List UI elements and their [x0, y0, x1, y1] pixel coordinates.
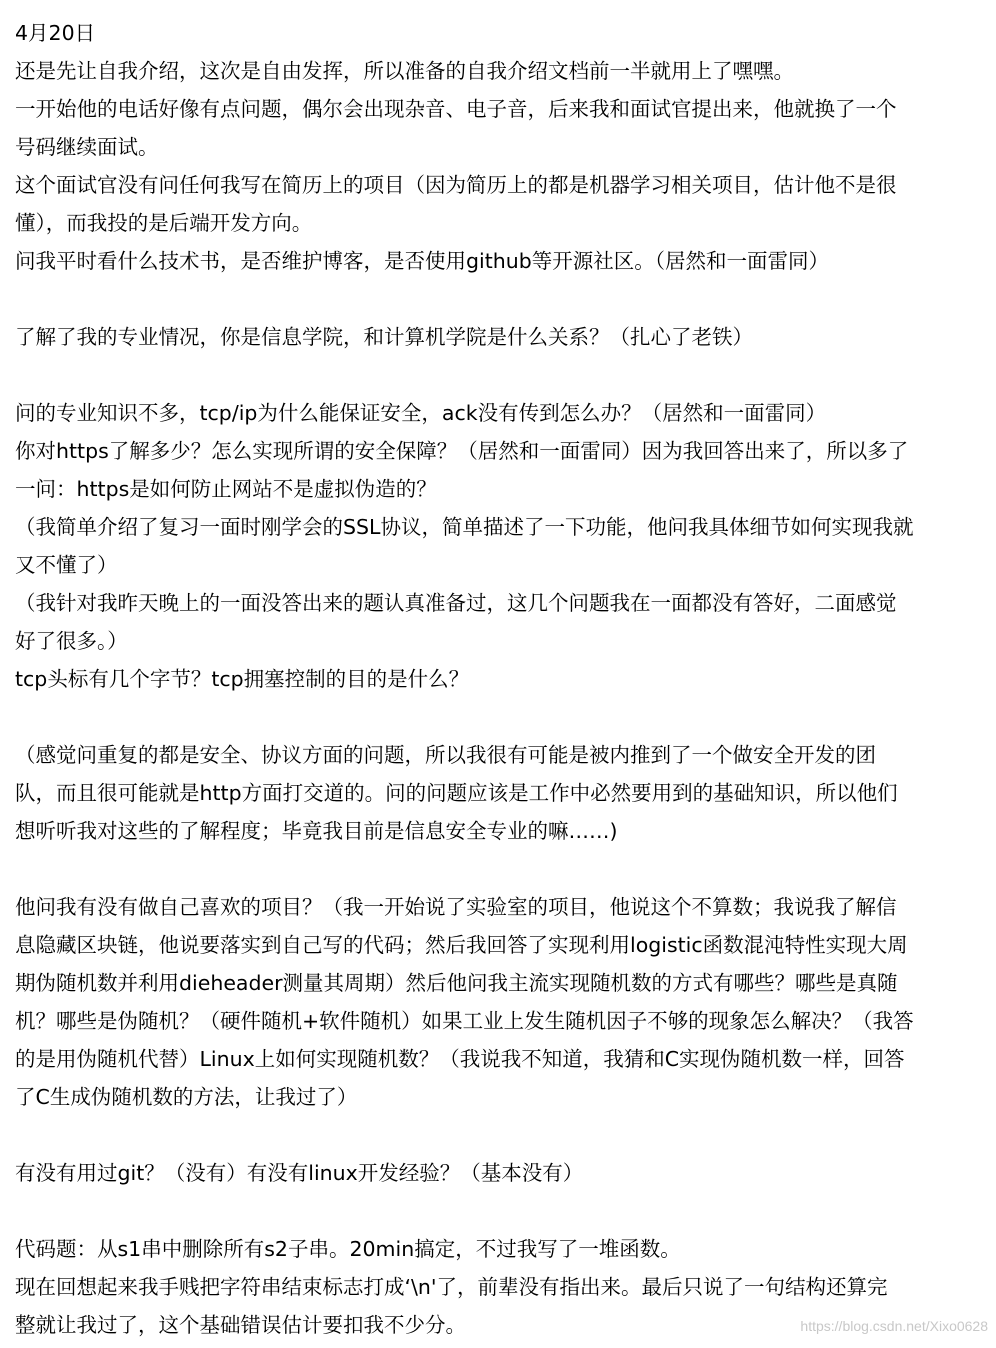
paragraph-spacer	[15, 850, 981, 888]
paragraph-resume-line-1: 这个面试官没有问任何我写在简历上的项目（因为简历上的都是机器学习相关项目，估计他不是很	[15, 173, 897, 197]
article-body	[15, 14, 981, 1344]
paragraph-ssl-line-1: （我简单介绍了复习一面时刚学会的SSL协议，简单描述了一下功能，他问我具体细节如何实现我就	[15, 515, 914, 539]
paragraph-tcp-header: tcp头标有几个字节？tcp拥塞控制的目的是什么？	[15, 667, 470, 691]
csdn-watermark: https://blog.csdn.net/Xixo0628	[800, 1318, 988, 1334]
paragraph-feeling-line-1: （感觉问重复的都是安全、协议方面的问题，所以我很有可能是被内推到了一个做安全开发的团	[15, 743, 876, 767]
article-date: 4月20日	[15, 21, 96, 45]
paragraph-major: 了解了我的专业情况，你是信息学院，和计算机学院是什么关系？（扎心了老铁）	[15, 325, 753, 349]
paragraph-preparation-line-2: 好了很多。）	[15, 629, 128, 653]
paragraph-spacer	[15, 698, 981, 736]
paragraph-feeling-line-3: 想听听我对这些的了解程度；毕竟我目前是信息安全专业的嘛……)	[15, 819, 618, 843]
paragraph-https-line-2: 一问：https是如何防止网站不是虚拟伪造的？	[15, 477, 437, 501]
paragraph-reflection-line-2: 整就让我过了，这个基础错误估计要扣我不少分。	[15, 1313, 466, 1337]
paragraph-project-line-1: 他问我有没有做自己喜欢的项目？（我一开始说了实验室的项目，他说这个不算数；我说我了解信	[15, 895, 897, 919]
paragraph-tcp-ip: 问的专业知识不多，tcp/ip为什么能保证安全，ack没有传到怎么办？（居然和一面雷同）	[15, 401, 827, 425]
paragraph-self-intro: 还是先让自我介绍，这次是自由发挥，所以准备的自我介绍文档前一半就用上了嘿嘿。	[15, 59, 794, 83]
paragraph-project-line-6: 了C生成伪随机数的方法，让我过了）	[15, 1085, 358, 1109]
paragraph-spacer	[15, 356, 981, 394]
paragraph-project-line-5: 的是用伪随机代替）Linux上如何实现随机数？（我说我不知道，我猜和C实现伪随机数一样，回答	[15, 1047, 905, 1071]
paragraph-books-blog: 问我平时看什么技术书，是否维护博客，是否使用github等开源社区。（居然和一面雷同）	[15, 249, 829, 273]
paragraph-project-line-4: 机？哪些是伪随机？（硬件随机+软件随机）如果工业上发生随机因子不够的现象怎么解决？（我答	[15, 1009, 914, 1033]
paragraph-phone-issue-line-2: 号码继续面试。	[15, 135, 159, 159]
paragraph-https-line-1: 你对https了解多少？怎么实现所谓的安全保障？（居然和一面雷同）因为我回答出来了，所以多了	[15, 439, 909, 463]
paragraph-feeling-line-2: 队，而且很可能就是http方面打交道的。问的问题应该是工作中必然要用到的基础知识，所以他们	[15, 781, 898, 805]
paragraph-coding-question: 代码题：从s1串中删除所有s2子串。20min搞定，不过我写了一堆函数。	[15, 1237, 681, 1261]
paragraph-project-line-3: 期伪随机数并利用dieheader测量其周期）然后他问我主流实现随机数的方式有哪些？哪些是真随	[15, 971, 898, 995]
paragraph-reflection-line-1: 现在回想起来我手贱把字符串结束标志打成‘\n'了，前辈没有指出来。最后只说了一句结构还算完	[15, 1275, 888, 1299]
paragraph-phone-issue-line-1: 一开始他的电话好像有点问题，偶尔会出现杂音、电子音，后来我和面试官提出来，他就换了一个	[15, 97, 897, 121]
paragraph-spacer	[15, 280, 981, 318]
paragraph-spacer	[15, 1192, 981, 1230]
paragraph-spacer	[15, 1116, 981, 1154]
paragraph-resume-line-2: 懂），而我投的是后端开发方向。	[15, 211, 313, 235]
paragraph-ssl-line-2: 又不懂了）	[15, 553, 118, 577]
paragraph-project-line-2: 息隐藏区块链，他说要落实到自己写的代码；然后我回答了实现利用logistic函数混沌特性实现大周	[15, 933, 908, 957]
paragraph-preparation-line-1: （我针对我昨天晚上的一面没答出来的题认真准备过，这几个问题我在一面都没有答好，二面感觉	[15, 591, 897, 615]
paragraph-git-linux: 有没有用过git？（没有）有没有linux开发经验？（基本没有）	[15, 1161, 584, 1185]
